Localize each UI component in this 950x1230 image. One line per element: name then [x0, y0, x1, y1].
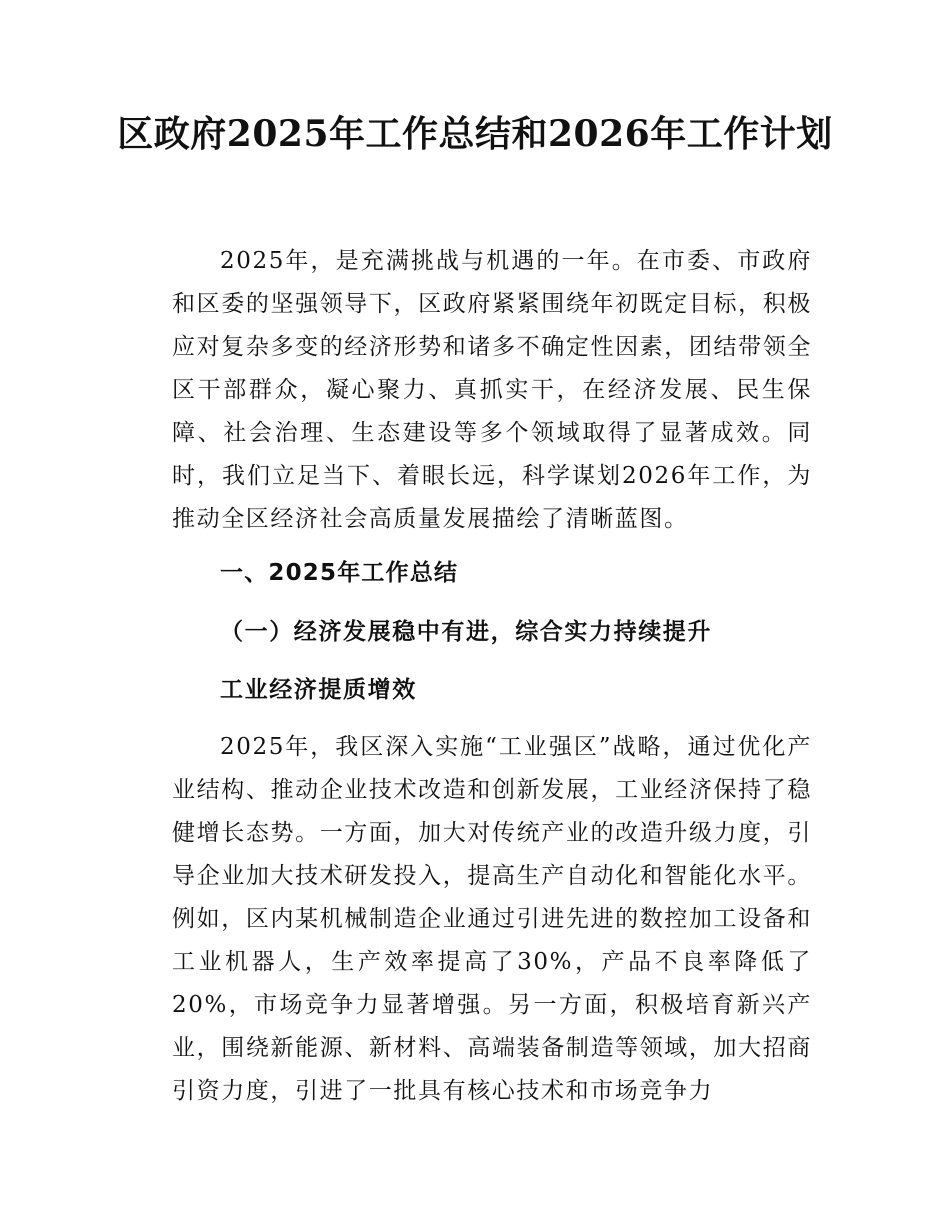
topic-heading: 工业经济提质增效	[220, 676, 417, 703]
body-paragraph: 2025年，我区深入实施“工业强区”战略，通过优化产业结构、推动企业技术改造和创新发展，工业经济保持了稳健增长态势。一方面，加大对传统产业的改造升级力度，引导企业加大技术研发投入，提高生产自动化和智能化水平。例如，区内某机械制造企业通过引进先进的数控加工设备和工业机器人，生产效率提高了30%，产品不良率降低了20%，市场竞争力显著增强。另一方面，积极培育新兴产业，围绕新能源、新材料、高端装备制造等领域，加大招商引资力度，引进了一批具有核心技术和市场竞争力	[172, 734, 812, 1104]
subsection-heading: （一）经济发展稳中有进，综合实力持续提升	[220, 618, 712, 645]
document-title: 区政府2025年工作总结和2026年工作计划	[117, 113, 833, 155]
section-heading: 一、2025年工作总结	[220, 560, 459, 586]
intro-paragraph: 2025年，是充满挑战与机遇的一年。在市委、市政府和区委的坚强领导下，区政府紧紧围绕年初既定目标，积极应对复杂多变的经济形势和诸多不确定性因素，团结带领全区干部群众，凝心聚力、真抓实干，在经济发展、民生保障、社会治理、生态建设等多个领域取得了显著成效。同时，我们立足当下、着眼长远，科学谋划2026年工作，为推动全区经济社会高质量发展描绘了清晰蓝图。	[172, 248, 812, 532]
